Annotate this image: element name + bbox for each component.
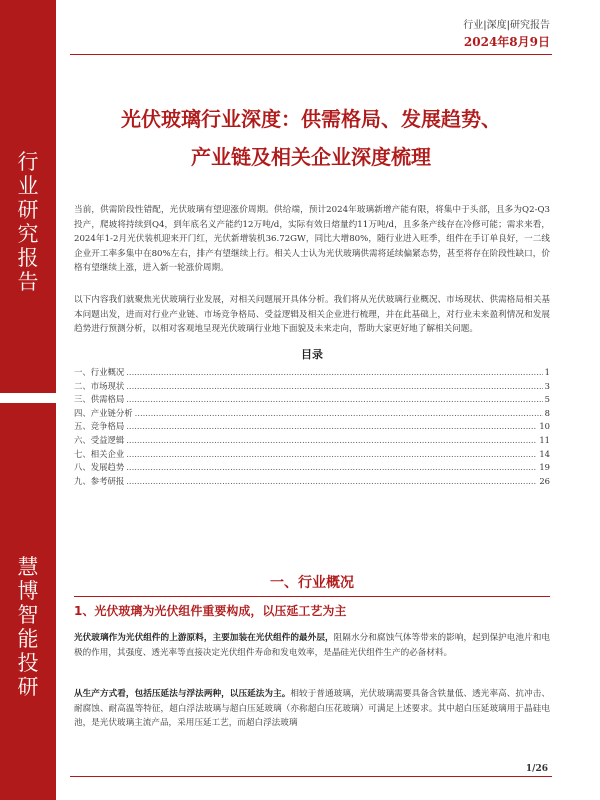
toc-item[interactable] [74,434,550,448]
sidebar [0,0,56,800]
sidebar-report-type-char: 业 [17,174,39,198]
toc-leader [126,420,537,434]
section-heading: 一、行业概况 [270,575,354,591]
footer-rule [70,776,552,777]
toc-item-page: 1 [544,367,550,377]
toc-item[interactable] [74,407,550,421]
toc-item-label: 七、相关企业 [74,448,125,459]
toc-item[interactable] [74,475,550,489]
toc-item-label: 一、行业概况 [74,367,125,377]
intro-paragraph-2: 以下内容我们就聚焦光伏玻璃行业发展，对相关问题展开具体分析。我们将从光伏玻璃行业概况、市场现状、供需格局相关基本问题出发，进而对行业产业链、市场竞争格局、受益逻辑及相关企业进行梳理，并在此基础上，对行业未来盈利情况和发展趋势进行预测分析，以相对客观地呈现光伏玻璃行业地下面貌及未来走向，帮助大家更好地了解相关问题。 [74,295,550,335]
toc-leader [126,393,542,407]
table-of-contents [74,366,550,488]
page-title [70,100,552,176]
title-line-1: 光伏玻璃行业深度：供需格局、发展趋势、 [121,107,501,131]
section-paragraph-1 [74,631,550,660]
toc-title: 目录 [301,348,323,361]
toc-item-page: 26 [539,475,550,486]
toc-leader [126,475,537,489]
toc-item-page: 19 [539,462,550,473]
paragraph-body: 相较于普通玻璃，光伏玻璃需要具备含铁量低、透光率高、抗冲击、耐腐蚀、耐高温等特征，超白浮法玻璃与超白压延玻璃（亦称超白压花玻璃）可满足上述要求。其中超白压延玻璃用于晶硅电池，是光伏玻璃主流产品，采用压延工艺，而超白浮法玻璃 [74,689,550,729]
sidebar-brand-char: 博 [17,579,39,603]
sidebar-divider [0,393,56,403]
paragraph-lead: 光伏玻璃作为光伏组件的上游原料，主要加装在光伏组件的最外层， [74,633,334,643]
header-rule [70,54,552,55]
header-tag: 行业|深度|研究报告 [463,20,550,31]
toc-item-label: 八、发展趋势 [74,462,125,473]
sidebar-brand-char: 慧 [17,555,39,579]
toc-item-label: 五、竞争格局 [74,421,125,432]
section-subheading: 1、光伏玻璃为光伏组件重要构成，以压延工艺为主 [74,604,347,618]
toc-item-label: 二、市场现状 [74,380,125,391]
sidebar-report-type-char: 报 [17,246,39,270]
toc-item-page: 5 [544,394,550,405]
toc-item-label: 六、受益逻辑 [74,434,125,445]
title-line-2: 产业链及相关企业深度梳理 [191,145,431,169]
toc-item[interactable] [74,461,550,475]
sidebar-brand [0,555,56,699]
toc-leader [126,366,542,380]
sidebar-brand-char: 研 [17,675,39,699]
sidebar-report-type-char: 行 [17,150,39,174]
toc-item-page: 11 [539,434,550,445]
sidebar-report-type-char: 究 [17,222,39,246]
toc-leader [126,461,537,475]
sidebar-report-type-char: 告 [17,270,39,294]
toc-item-page: 10 [539,421,550,432]
header-date: 2024年8月9日 [463,35,550,49]
toc-leader [126,448,537,462]
toc-item-page: 3 [544,380,550,391]
toc-leader [135,407,543,421]
intro-paragraph-1: 当前，供需阶段性错配，光伏玻璃有望迎涨价周期。供给端，预计2024年玻璃新增产能有限，将集中于头部，且多为Q2-Q3投产，爬坡将持续到Q4，到年底名义产能约12万吨/d，实际有效日熔量约11万吨/d，且多条产线存在冷修可能；需求来看，2024年1-2月光伏装机迎来开门红，光伏新增装机36.72GW，同比大增80%，随行业进入旺季，组件在手订单良好，一二线企业开工率多集中在80%左右，排产有望继续上行。相关人士认为光伏玻璃供需将延续偏紧态势，甚至将存在阶段性缺口，价格有望继续上涨，进入新一轮涨价周期。 [74,205,550,274]
sidebar-brand-char: 智 [17,603,39,627]
toc-item[interactable] [74,420,550,434]
toc-item[interactable] [74,366,550,380]
toc-item-label: 四、产业链分析 [74,407,133,418]
toc-leader [126,434,537,448]
sidebar-report-type-char: 研 [17,198,39,222]
toc-item-label: 三、供需格局 [74,394,125,405]
sidebar-brand-char: 能 [17,627,39,651]
section-paragraph-2 [74,687,550,731]
toc-item[interactable] [74,393,550,407]
toc-item[interactable] [74,380,550,394]
toc-item-page: 14 [539,448,550,459]
toc-item[interactable] [74,448,550,462]
toc-leader [126,380,542,394]
sidebar-report-type [0,150,56,294]
section-rule [74,596,550,597]
sidebar-brand-char: 投 [17,651,39,675]
page-number: 1/26 [525,764,548,774]
paragraph-body: 阻隔水分和腐蚀气体等带来的影响，起到保护电池片和电极的作用，其强度、透光率等直接决定光伏组件寿命和发电效率，是晶硅光伏组件生产的必备材料。 [74,633,550,658]
paragraph-lead: 从生产方式看，包括压延法与浮法两种，以压延法为主。 [74,689,291,699]
toc-item-page: 8 [544,407,550,418]
toc-item-label: 九、参考研报 [74,475,125,486]
